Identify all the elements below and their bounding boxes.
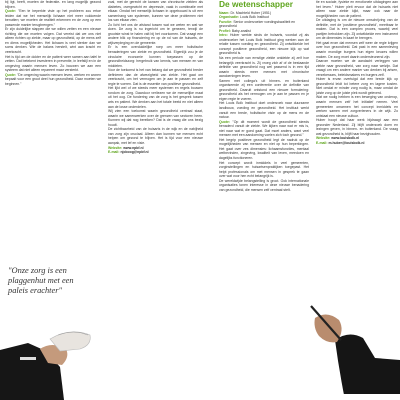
col4-body-4: Daarom moeten we de aandacht verleggen van ziekte naar gezondheid, van zorg naar welzijn. Dat vraagt om een andere manier van denken bij artsen, verzekeraars, beleidsmakers en burgers zelf. — [316, 59, 398, 77]
col1-body-1: Er zijn duidelijke stappen die we willen zetten en een nieuwe richting die we moeten volgen. Dat vereist dat we ons niet alleen richten op ziekte, maar op gezondheid, op de mens zelf en diens mogelijkheden. Het lichaam is veel sterker dan we soms denken. Wie de balans herstelt, wint aan kracht en veerkracht. — [5, 27, 101, 55]
col2-body-4: Voor de toekomst is het van belang dat we gezondheid breder definieren dan de afwezigheid van ziekte. Het gaat om veerkracht, om het vermogen om je aan te passen en zelf regie te voeren. Dat is de essentie van positieve gezondheid. — [108, 68, 203, 86]
meta-organisation: Organisatie: Louis Bolk Instituut — [219, 15, 269, 20]
website-label: Website: — [316, 136, 331, 141]
col1-intro: bij ligt, heeft, moeten de federatie- en lang mogelijk gezond blijven. — [5, 0, 101, 9]
col2-body-2: Zo licht het ons de afstand tussen wat we weten en wat we doen. De zorg is nu ingericht om te genezen, terwijl de grootste winst te halen valt bij het voorkomen. Dat vraagt een andere blik op financiering en op de rol van de huisarts, de wijkverpleging en de gemeente. — [108, 22, 203, 45]
column-3 — [219, 0, 309, 396]
email-link[interactable]: njcboog@npbf.nl — [120, 150, 149, 155]
col2-body-7: De zichtbaarheid van de huisarts in de wijk en de nabijheid van zorg zijn cruciaal. Alleen dan kunnen we mensen echt helpen om gezond te blijven. Het is tijd voor een nieuwe aanpak, met lef en visie. — [108, 127, 203, 145]
col2-body-3: Er is een overduidelijke roep om meer holistische benaderingen van ziekte en gezondheid. Eigenlijk zou je de circulaire economie kunnen toepassen op de gezondheidszorg: hergebruik van kennis, van mensen en van middelen. — [108, 45, 203, 68]
meta-profile: Profiel: Baby-analist — [219, 28, 251, 33]
col3-body-5: Het begrip positieve gezondheid legt de nadruk op de mogelijkheden van mensen en niet op hun beperkingen. Het gaat over zes dimensies: lichaamsfuncties, mentaal welbevinden, zingeving, kwaliteit van leven, meedoen en dagelijks functioneren. — [219, 137, 309, 160]
quote-label: Quote: — [5, 9, 17, 14]
col4-body-2: De uitdaging is om de nieuwe omschrijving van de definitie, met de 'positieve gezondheid', meetbaar te maken. Dat is een complex proces, waarbij veel partijen betrokken zijn. Zij ontwikkelde een instrument om de dimensies in kaart te brengen. — [316, 18, 398, 41]
hand-bowl-illustration — [0, 305, 106, 400]
email-label: E-mail: — [108, 150, 120, 155]
website-label: Website: — [108, 145, 123, 150]
meta-name: Naam: Dr. Machteld Huber (1951) — [219, 10, 271, 15]
col3-body-7: De wereldwijde belangstelling is groot. Ook internationale organisaties tonen interesse in deze nieuwe benadering van gezondheid, die mensen zelf centraal stelt. — [219, 178, 309, 192]
col2-body-5: Het lijkt wel of we steeds meer systemen en regels bouwen rondom de zorg. Daardoor verliezen we de menselijke maat uit het oog. De fundering van de zorg is het gesprek tussen arts en patient. We denken aan het totale beeld en niet alleen aan de losse onderdelen. — [108, 86, 203, 109]
quote-text: "De omgeving waarin mensen leven, werken en wonen bepaalt voor een groot deel hun gezondheid. Daar moeten we beginnen." — [5, 72, 101, 86]
col3-body-1: Intro: Huber werkte sinds de huisarts, voordat zij als onderzoeker het Louis Bolk Instituut ging werken aan de relatie tussen voeding en gezondheid. Zij ontwikkelde het concept positieve gezondheid, een nieuwe kijk op wat gezondheid is. — [219, 33, 309, 56]
column-2 — [108, 0, 203, 396]
website-link[interactable]: www.npbf.nl — [123, 145, 144, 150]
meta-function: Functie: Senior onderzoeker voedingskwaliteit en gezondheid — [219, 19, 296, 29]
photo-hand-pen — [305, 300, 400, 400]
website-link[interactable]: www.louisbolk.nl — [331, 136, 360, 141]
col3-body-6: Het concept wordt inmiddels in veel gemeenten, zorginstellingen en huisartsenpraktijken toegepast. Het helpt professionals om met mensen in gesprek te gaan over wat voor hen echt belangrijk is. — [219, 160, 309, 179]
col4-body-1: tie en sociale, fysieke en emotionele uitdagingen aan het leven." Huber pleit ervoor dat de huisarts niet alleen naar ziekte kijkt, maar ook naar de mogelijkheden van de patient. — [316, 0, 398, 18]
email-link[interactable]: m.huber@louisbolk.nl — [328, 140, 365, 145]
col4-body-6: Wat we nodig hebben is een beweging van onderop, waarin mensen zelf het initiatief nemen. Veel gemeenten omarmen het concept inmiddels en werken samen met zorgverleners in de wijk. Zo ontstaat een nieuwe cultuur. — [316, 95, 398, 118]
hand-pen-illustration — [305, 300, 400, 400]
col3-body-2: Na een periode van ernstige ziekte ontdekte zij zelf hoe belangrijk veerkracht is. Zij vroeg zich af of de bestaande definitie van gezondheid nog wel passend is in een tijd waarin steeds meer mensen met chronische aandoeningen leven. — [219, 55, 309, 79]
col1-quote-1 — [5, 9, 101, 27]
photo-hand-bowl — [0, 305, 106, 400]
col3-body-4: Het Louis Bolk Instituut doet onderzoek naar duurzame landbouw, voeding en gezondheid. Het instituut werkt vanuit een brede, holistische visie op de mens en de natuur. — [219, 101, 309, 120]
quote-text: "Een te beperkte visie op het probleem zou ertoe leiden dat we het menselijk lichaam niet meer voldoende benutten; we moeten de realiteit erkennen en de zorg op een passende manier terugbrengen." — [5, 9, 101, 27]
section-title: De wetenschapper — [219, 0, 294, 9]
profile-meta — [219, 11, 309, 34]
col1-body-2: Het is tijd om de dokter en de patient weer samen aan tafel te zetten. Dat betekent investeren in preventie, in leefstijl en in de omgeving waarin mensen leven. Zo bouwen we aan een systeem dat niet alleen repareert maar versterkt. — [5, 54, 101, 73]
col3-body-3: Samen met collega's uit binnen- en buitenland organiseerde zij een conferentie over de definitie van gezondheid. Daaruit ontstond een nieuwe formulering: gezondheid als het vermogen om je aan te passen en je eigen regie te voeren. — [219, 78, 309, 101]
col4-body-7: Huber hoopt dat haar werk bijdraagt aan een gezonder Nederland. Zij blijft onderzoek doen en lezingen geven, in binnen- en buitenland. De vraag wat gezondheid is, blijft haar bezighouden. — [316, 118, 398, 136]
col1-quote-2 — [5, 73, 101, 87]
col4-body-3: Het gaat erom dat mensen zelf weer de regie krijgen over hun gezondheid. Dat past in een samenleving waarin mondige burgers hun eigen keuzes willen maken. De zorg moet daarin ondersteunend zijn. — [316, 40, 398, 59]
email-label: E-mail: — [316, 140, 328, 145]
pull-quote: "Onze zorg is een plaggenhut met een paleis erachter" — [8, 266, 74, 295]
col4-email — [316, 141, 398, 146]
quote-label: Quote: — [5, 72, 17, 77]
col4-body-5: Huber is ervan overtuigd dat een brede kijk op gezondheid leidt tot betere zorg en lagere kosten. Niet omdat er minder zorg nodig is, maar omdat de juiste zorg op de juiste plek wordt geleverd. — [316, 77, 398, 95]
column-1 — [5, 0, 101, 250]
col3-quote: Quote: "Op dit moment wordt de gezondheid steeds benaderd vanuit de ziekte. We kijken naar wat er mis is, niet naar wat er goed gaat. Dat moet anders, want veel mensen met een aandoening voelen zich toch gezond." — [219, 119, 309, 138]
col2-email — [108, 150, 203, 155]
col2-body-6: Wij zien een toekomst waarin gezondheid centraal staat, waarin we samenwerken over de grenzen van sectoren heen. Kunnen wij dat nog bereiken? Dat is de vraag die ons bezig houdt. — [108, 109, 203, 127]
col2-body-1: zoal, met de gerecht de kansen van chronische ziekten als diabetes, overgewicht en depressie, vaak in combinatie met elkaar. Omdat het menselijk lichaam in opgebouwd is uit een samenhang van systemen, kunnen we deze problemen niet los van elkaar zien. — [108, 0, 203, 23]
